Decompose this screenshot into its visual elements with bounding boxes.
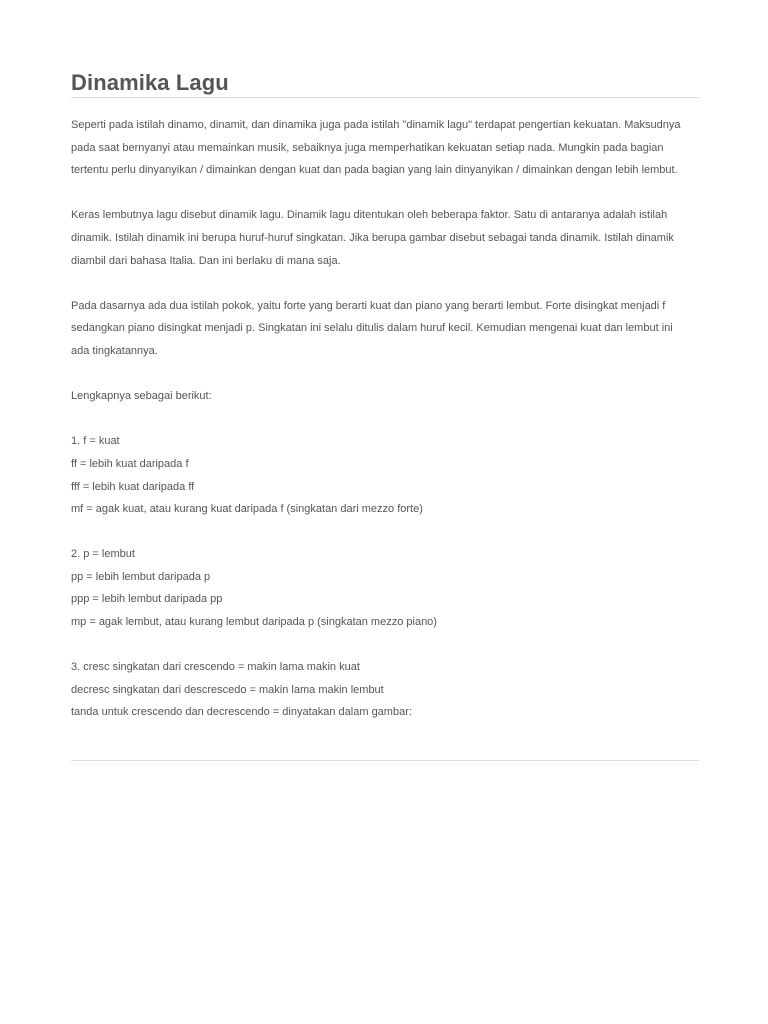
page-title: Dinamika Lagu — [71, 70, 229, 95]
list-item: 2. p = lembut — [71, 548, 135, 561]
title-divider — [71, 97, 699, 98]
paragraph-gap — [71, 272, 711, 295]
text-line: Pada dasarnya ada dua istilah pokok, yaitu forte yang berarti kuat dan piano yang berarti lembut. Forte disingkat menjadi f — [71, 299, 666, 312]
list-item: 3. cresc singkatan dari crescendo = makin lama makin kuat — [71, 661, 360, 674]
paragraph-list-intro — [71, 385, 711, 408]
paragraph-intro — [71, 114, 711, 182]
text-line: Keras lembutnya lagu disebut dinamik lagu. Dinamik lagu ditentukan oleh beberapa faktor. Satu di antaranya adalah istilah — [71, 209, 668, 222]
list-item: mp = agak lembut, atau kurang lembut daripada p (singkatan mezzo piano) — [71, 616, 437, 629]
paragraph-dynamics-definition — [71, 204, 711, 272]
text-line: tertentu perlu dinyanyikan / dimainkan dengan kuat dan pada bagian yang lain dinyanyikan / dimainkan dengan lebih lembut. — [71, 164, 678, 177]
text-line: pada saat bernyanyi atau memainkan musik, sebaiknya juga memperhatikan kekuatan setiap nada. Mungkin pada bagian — [71, 141, 664, 154]
paragraph-forte-piano — [71, 295, 711, 363]
list-item: ppp = lebih lembut daripada pp — [71, 593, 223, 606]
paragraph-gap — [71, 521, 711, 544]
paragraph-gap — [71, 363, 711, 386]
text-line: ada tingkatannya. — [71, 344, 158, 357]
end-divider — [71, 760, 699, 761]
document-body — [71, 114, 711, 724]
list-item: pp = lebih lembut daripada p — [71, 570, 211, 583]
text-line: Lengkapnya sebagai berikut: — [71, 390, 212, 403]
list-piano — [71, 543, 711, 633]
paragraph-gap — [71, 634, 711, 657]
text-line: diambil dari bahasa Italia. Dan ini berlaku di mana saja. — [71, 254, 341, 267]
text-line: dinamik. Istilah dinamik ini berupa huruf-huruf singkatan. Jika berupa gambar disebut sebagai tanda dinamik. Istilah dinamik — [71, 231, 674, 244]
list-item: tanda untuk crescendo dan decrescendo = dinyatakan dalam gambar: — [71, 706, 412, 719]
text-line: Seperti pada istilah dinamo, dinamit, dan dinamika juga pada istilah "dinamik lagu" terdapat pengertian kekuatan. Maksudnya — [71, 119, 681, 131]
list-crescendo — [71, 656, 711, 724]
list-forte — [71, 430, 711, 520]
list-item: fff = lebih kuat daripada ff — [71, 480, 195, 493]
list-item: 1. f = kuat — [71, 435, 120, 448]
list-item: mf = agak kuat, atau kurang kuat daripada f (singkatan dari mezzo forte) — [71, 503, 423, 516]
text-line: sedangkan piano disingkat menjadi p. Singkatan ini selalu ditulis dalam huruf kecil. Kemudian mengenai kuat dan lembut ini — [71, 322, 673, 335]
paragraph-gap — [71, 182, 711, 205]
paragraph-gap — [71, 408, 711, 431]
list-item: decresc singkatan dari descrescedo = makin lama makin lembut — [71, 683, 384, 696]
list-item: ff = lebih kuat daripada f — [71, 457, 189, 470]
